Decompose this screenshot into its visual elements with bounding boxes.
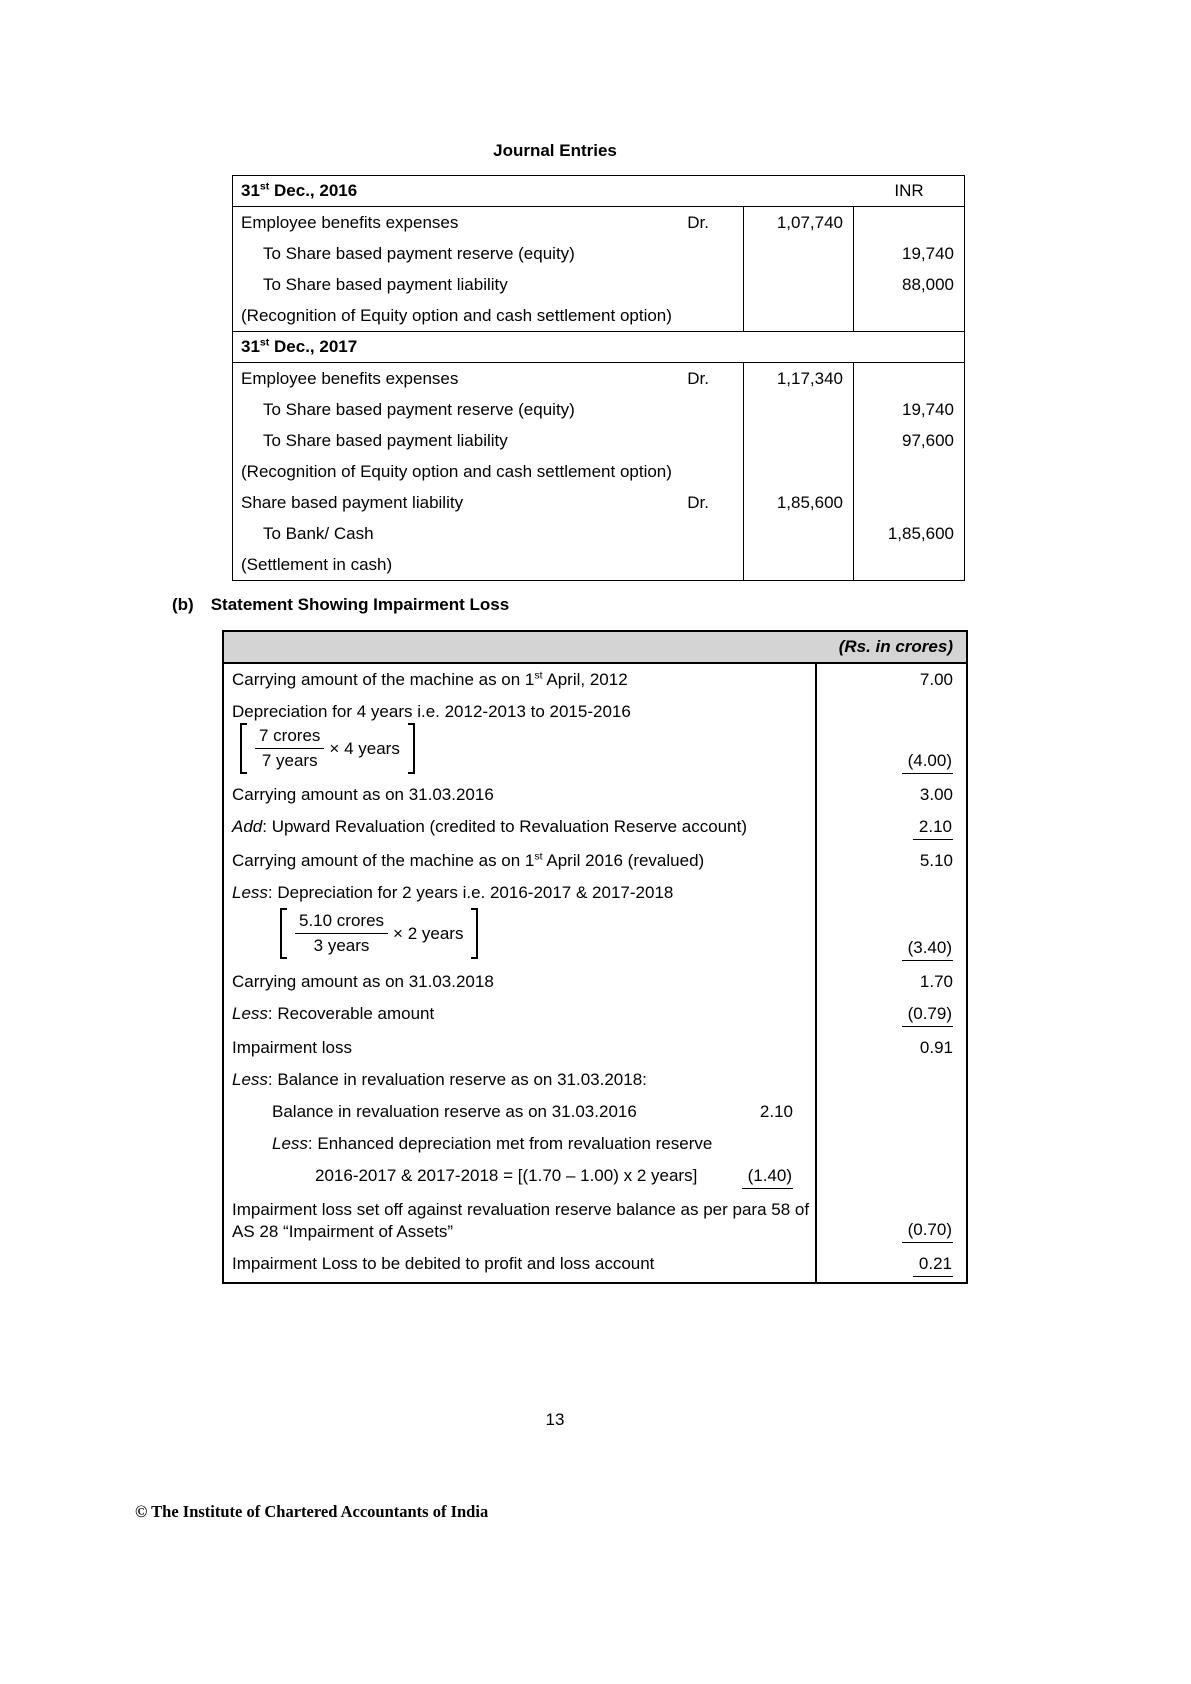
fraction-multiplier: × 2 years [393,923,464,943]
row-text [224,998,815,1032]
amount-value: 1.70 [919,972,953,991]
date-rest: Dec., 2016 [269,181,358,200]
text-part: : Enhanced depreciation met from revaluation reserve [307,1134,713,1153]
units-label: (Rs. in crores) [838,637,953,656]
row-text [224,1096,737,1128]
dr-label: Dr. [687,493,709,512]
particulars-cell [233,456,744,487]
amount-value: (3.40) [902,937,953,961]
fraction-denominator: 3 years [313,936,370,955]
impairment-loss-table [222,630,968,1284]
text-part: : Upward Revaluation (credited to Revaluation Reserve account) [262,817,747,836]
debit-cell [744,518,854,549]
credit-cell [854,549,964,580]
header-spacer [744,332,854,362]
journal-date-header [233,331,964,363]
text-part: Impairment Loss to be debited to profit and loss account [232,1254,655,1273]
page-number: 13 [545,1410,565,1429]
journal-date-2017 [233,332,744,362]
fraction-denominator: 7 years [261,751,318,770]
section-label: (b) [172,595,194,614]
amount-cell [815,845,966,877]
date-ordinal: st [534,850,543,863]
debit-cell: 1,17,340 [744,363,854,394]
particulars-cell [233,549,744,580]
impairment-row [224,1032,966,1064]
row-text [224,779,815,811]
amount-cell [815,1160,966,1194]
debit-cell [744,394,854,425]
row-prefix: Less [232,1070,268,1089]
text-part: 2016-2017 & 2017-2018 = [(1.70 – 1.00) x 2 years] [315,1166,698,1185]
impairment-row [224,1128,966,1160]
row-text [224,877,815,966]
narration-text: (Recognition of Equity option and cash settlement option) [241,462,672,481]
particulars-text: Employee benefits expenses [241,213,459,232]
text-part: Balance in revaluation reserve as on 31.03.2016 [272,1102,637,1121]
credit-cell: 88,000 [902,275,954,294]
currency-label: INR [894,181,924,200]
amount-cell [815,1064,966,1096]
sub-amount-value: 2.10 [759,1102,793,1121]
text-part: Impairment loss [232,1038,352,1057]
currency-label-empty [854,332,964,362]
impairment-row [224,966,966,998]
amount-cell [815,779,966,811]
debit-cell: 1,85,600 [744,487,854,518]
amount-value: 7.00 [919,670,953,689]
row-text [224,966,815,998]
journal-row [233,425,964,456]
row-text [224,1064,815,1096]
debit-cell [744,456,854,487]
journal-row [233,207,964,238]
amount-cell [815,877,966,966]
credit-cell: 19,740 [902,400,954,419]
particulars-cell [233,363,744,394]
journal-row [233,363,964,394]
row-text [224,1032,815,1064]
journal-narration-row [233,549,964,580]
fraction-multiplier: × 4 years [329,738,400,758]
particulars-cell [233,238,744,269]
impairment-table-header [224,632,966,664]
row-text [224,1128,815,1160]
impairment-row [224,1194,966,1248]
credit-cell: 97,600 [902,431,954,450]
bracket-right [408,723,415,774]
journal-narration-row [233,300,964,331]
date-day: 31 [241,337,260,356]
debit-cell [744,549,854,580]
dr-label: Dr. [687,369,709,388]
date-day: 31 [241,181,260,200]
particulars-text: To Share based payment liability [263,275,508,294]
date-ordinal: st [534,669,543,682]
text-part: : Recoverable amount [267,1004,435,1023]
impairment-row [224,1096,966,1128]
section-heading [172,595,509,615]
amount-value: 0.21 [913,1253,953,1277]
amount-value: (0.70) [902,1219,953,1243]
credit-cell: 19,740 [902,244,954,263]
text-part: Depreciation for 4 years i.e. 2012-2013 to 2015-2016 [232,702,631,721]
particulars-cell [233,269,744,300]
fraction-numerator: 5.10 crores [295,911,388,934]
row-text [224,1160,737,1194]
amount-cell [815,1032,966,1064]
date-ordinal: st [259,336,270,349]
amount-value: 5.10 [919,851,953,870]
row-prefix: Less [232,1004,268,1023]
impairment-row [224,696,966,779]
journal-date-header [233,176,964,207]
particulars-cell [233,518,744,549]
particulars-text: To Share based payment reserve (equity) [263,400,575,419]
particulars-cell [233,425,744,456]
sub-amount-cell [737,1160,815,1194]
page-title: Journal Entries [493,141,617,160]
section-title: Statement Showing Impairment Loss [210,595,510,614]
amount-value: (0.79) [902,1003,953,1027]
debit-cell [744,269,854,300]
row-text [224,845,815,877]
bracket-right [471,908,478,959]
row-text [224,811,815,845]
impairment-row [224,779,966,811]
fraction [280,908,478,959]
journal-row [233,518,964,549]
debit-cell [744,425,854,456]
text-part: : Depreciation for 2 years i.e. 2016-2017 & 2017-2018 [267,883,674,902]
amount-value: 2.10 [913,816,953,840]
row-prefix: Less [232,883,268,902]
credit-cell [854,487,964,518]
impairment-row [224,664,966,696]
impairment-row [224,1248,966,1282]
journal-narration-row [233,456,964,487]
narration-text: (Settlement in cash) [241,555,393,574]
text-part: : Balance in revaluation reserve as on 31.03.2018: [267,1070,647,1089]
particulars-text: To Bank/ Cash [263,524,374,543]
credit-cell [854,363,964,394]
amount-cell [815,998,966,1032]
particulars-text: Employee benefits expenses [241,369,459,388]
particulars-cell [233,300,744,331]
amount-cell [815,1096,966,1128]
row-text [224,664,815,696]
amount-cell [815,664,966,696]
amount-cell [815,1248,966,1282]
debit-cell: 1,07,740 [744,207,854,238]
row-text [224,1248,815,1282]
journal-date-2016 [233,176,744,206]
bracket-left [240,723,247,774]
fraction [240,723,415,774]
debit-cell [744,238,854,269]
particulars-cell [233,487,744,518]
sub-amount-value: (1.40) [742,1165,793,1189]
amount-cell [815,1128,966,1160]
journal-entries-table [232,175,965,581]
journal-row [233,487,964,518]
fraction-numerator: 7 crores [255,726,324,749]
particulars-cell [233,207,744,238]
row-text [224,1194,815,1248]
header-spacer [744,176,854,206]
amount-value: 3.00 [919,785,953,804]
impairment-row [224,1160,966,1194]
text-part: Impairment loss set off against revaluation reserve balance as per para 58 of AS 28 “Impairment of Assets” [232,1200,810,1241]
bracket-left [280,908,287,959]
amount-value: (4.00) [902,750,953,774]
text-part: April, 2012 [542,670,628,689]
particulars-text: To Share based payment liability [263,431,508,450]
dr-label: Dr. [687,213,709,232]
credit-cell [854,207,964,238]
journal-row [233,238,964,269]
amount-cell [815,966,966,998]
particulars-cell [233,394,744,425]
credit-cell [854,300,964,331]
journal-row [233,269,964,300]
impairment-row [224,998,966,1032]
row-text [224,696,815,779]
text-part: Carrying amount as on 31.03.2016 [232,785,494,804]
credit-cell [854,456,964,487]
row-prefix: Less [272,1134,308,1153]
amount-cell [815,811,966,845]
narration-text: (Recognition of Equity option and cash settlement option) [241,306,672,325]
row-prefix: Add [232,817,263,836]
amount-value: 0.91 [919,1038,953,1057]
impairment-row [224,877,966,966]
date-ordinal: st [259,180,270,193]
sub-amount-cell [737,1096,815,1128]
particulars-text: To Share based payment reserve (equity) [263,244,575,263]
impairment-row [224,845,966,877]
amount-cell [815,1194,966,1248]
debit-cell [744,300,854,331]
date-rest: Dec., 2017 [269,337,358,356]
impairment-row [224,1064,966,1096]
credit-cell: 1,85,600 [887,524,954,543]
particulars-text: Share based payment liability [241,493,464,512]
text-part: April 2016 (revalued) [542,851,705,870]
impairment-row [224,811,966,845]
text-part: Carrying amount as on 31.03.2018 [232,972,494,991]
amount-cell [815,696,966,779]
text-part: Carrying amount of the machine as on 1 [232,851,535,870]
journal-row [233,394,964,425]
text-part: Carrying amount of the machine as on 1 [232,670,535,689]
copyright-footer: © The Institute of Chartered Accountants of India [135,1502,489,1521]
